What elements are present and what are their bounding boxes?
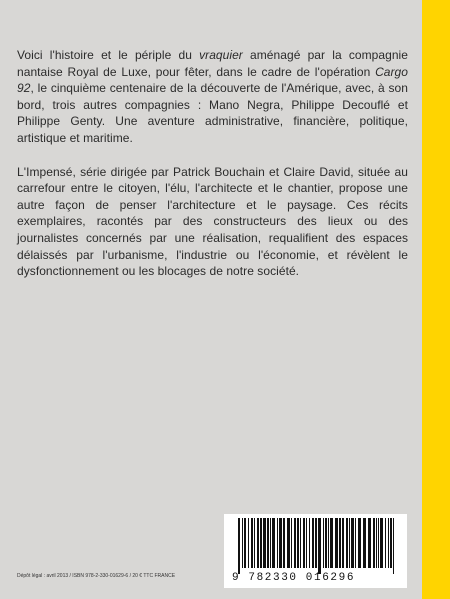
barcode-bar: [330, 518, 333, 568]
barcode-bar: [342, 518, 344, 568]
barcode-bar: [279, 518, 282, 568]
barcode-bar: [303, 518, 305, 568]
blurb-p1-text-c: , le cinquième centenaire de la découverte de l'Amérique, avec, à son bord, trois autres compagnies : Mano Negra, Philippe Decouflé et Philippe Genty. Une aventure administrative, financière, politique, artistique et maritime.: [17, 81, 408, 145]
barcode-bar: [390, 518, 392, 568]
barcode-bar: [297, 518, 299, 568]
barcode-bar: [260, 518, 262, 568]
barcode-bar: [335, 518, 338, 568]
barcode-bar: [263, 518, 266, 568]
barcode-bar: [328, 518, 329, 568]
barcode-bar: [242, 518, 243, 568]
barcode-bar: [312, 518, 314, 568]
blurb-text: [17, 47, 408, 297]
blurb-p1-italic-cargo: Cargo 92: [17, 64, 408, 96]
barcode-bar: [287, 518, 290, 568]
barcode-bar: [378, 518, 379, 568]
barcode-bar: [315, 518, 317, 568]
blurb-p1-italic-vraquier: vraquier: [199, 48, 243, 62]
blurb-p1-text-b: aménagé par la compagnie nantaise Royal de Luxe, pour fêter, dans le cadre de l'opération: [17, 48, 408, 79]
barcode-bar: [291, 518, 292, 568]
barcode-bar: [238, 518, 240, 574]
barcode-bar: [248, 518, 249, 568]
barcode-bar: [272, 518, 275, 568]
barcode-bar: [254, 518, 255, 568]
barcode-bar: [294, 518, 296, 568]
barcode-bar: [277, 518, 278, 568]
barcode-bar: [267, 518, 269, 568]
barcode-bar: [283, 518, 285, 568]
barcode-bar: [257, 518, 259, 568]
barcode-bar: [270, 518, 271, 568]
barcode-bar: [346, 518, 348, 568]
barcode-bar: [351, 518, 354, 568]
barcode-bar: [385, 518, 386, 568]
barcode-bar: [339, 518, 341, 568]
blurb-paragraph-2: L'Impensé, série dirigée par Patrick Bouchain et Claire David, située au carrefour entre le citoyen, l'élu, l'architecte et le chantier, propose une autre façon de penser l'architecture et le paysage. Ces récits exemplaires, racontés par des constructeurs des lieux ou des journalistes concernés par une réalisation, requalifient des espaces délaissés par l'urbanisme, l'industrie ou l'économie, et révèlent le dysfonctionnement ou les blocages de notre société.: [17, 164, 408, 279]
barcode-bar: [363, 518, 366, 568]
barcode-bar: [393, 518, 394, 574]
barcode-bar: [373, 518, 375, 568]
isbn-barcode: [224, 514, 407, 588]
barcode-bar: [309, 518, 310, 568]
blurb-p1-text-a: Voici l'histoire et le périple du: [17, 48, 200, 62]
barcode-bar: [376, 518, 377, 568]
barcode-bar: [323, 518, 324, 568]
legal-deposit-line: Dépôt légal : avril 2013 / ISBN 978-2-330-01629-6 / 20 € TTC FRANCE: [17, 573, 176, 579]
barcode-number: 9 782330 016296: [232, 572, 356, 584]
barcode-bar: [318, 518, 321, 574]
barcode-bar: [244, 518, 246, 568]
barcode-bar: [300, 518, 301, 568]
barcode-bar: [355, 518, 356, 568]
barcode-bar: [368, 518, 371, 568]
barcode-bar: [349, 518, 350, 568]
barcode-bar: [388, 518, 389, 568]
barcode-bar: [380, 518, 383, 568]
barcode-bar: [251, 518, 253, 568]
barcode-bar: [306, 518, 307, 568]
blurb-paragraph-1: [17, 47, 408, 147]
barcode-bar: [325, 518, 327, 568]
yellow-accent-band: [422, 0, 450, 599]
barcode-bar: [358, 518, 361, 568]
